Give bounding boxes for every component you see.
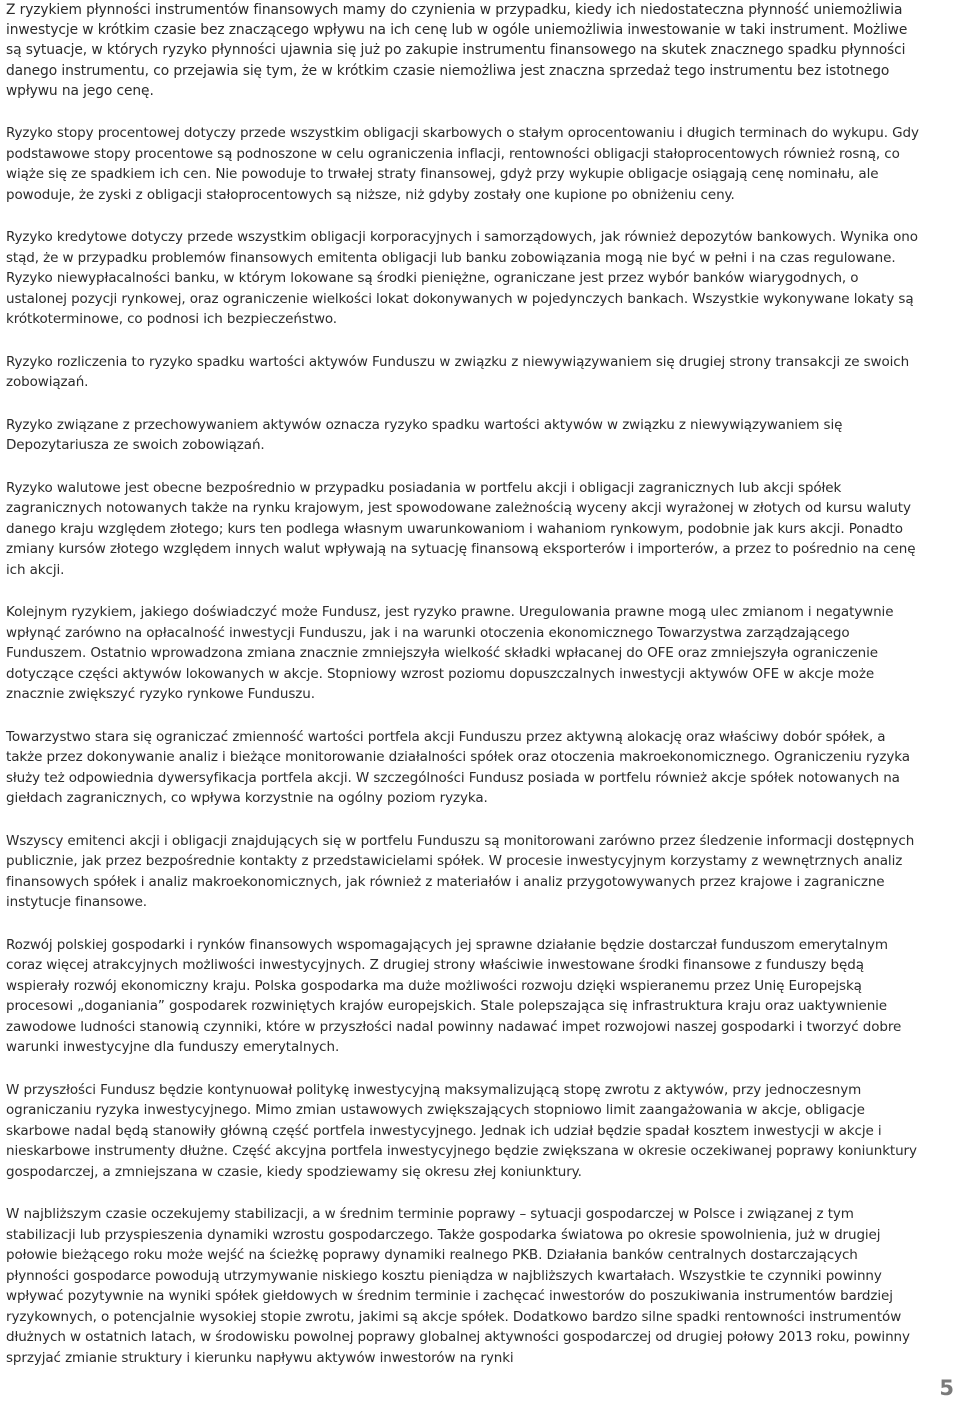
paragraph-investment-policy: W przyszłości Fundusz będzie kontynuował politykę inwestycyjną maksymalizującą stopę zwrotu z aktywów, przy jednoczesnym ograniczaniu ryzyka inwestycyjnego. Mimo zmian ustawowych zwiększających stopniowo limit zaangażowania w akcje, obligacje skarbowe nadal będą stanowiły główną część portfela inwestycyjnego. Jednak ich udział będzie spadał kosztem inwestycji w akcje i nieskarbowe instrumenty dłużne. Część akcyjna portfela inwestycyjnego będzie zwiększana w okresie oczekiwanej poprawy koniunktury gospodarczej, a zmniejszana w czasie, kiedy spodziewamy się okresu złej koniunktury. (6, 1081, 917, 1180)
paragraph-liquidity-risk: Z ryzykiem płynności instrumentów finansowych mamy do czynienia w przypadku, kiedy ich niedostateczna płynność uniemożliwia inwestycje w krótkim czasie bez znaczącego wpływu na ich cenę lub w ogóle uniemożliwia inwestowanie w taki instrument. Możliwe są sytuacje, w których ryzyko płynności ujawnia się już po zakupie instrumentu finansowego na skutek znacznego spadku płynności danego instrumentu, co przejawia się tym, że w krótkim czasie niemożliwa jest znaczna sprzedaż tego instrumentu bez istotnego wpływu na jego cenę. (6, 2, 908, 99)
paragraph-outlook: W najbliższym czasie oczekujemy stabilizacji, a w średnim terminie poprawy – sytuacji gospodarczej w Polsce i związanej z tym stabilizacji lub przyspieszenia dynamiki wzrostu gospodarczego. Także gospodarka światowa po okresie spowolnienia, już w drugiej połowie bieżącego roku może wejść na ścieżkę poprawy dynamiki realnego PKB. Działania banków centralnych dostarczających płynności gospodarce powodują utrzymywanie niskiego kosztu pieniądza w najbliższych kwartałach. Wszystkie te czynniki powinny wpływać pozytywnie na wyniki spółek giełdowych w średnim terminie i zachęcać inwestorów do poszukiwania instrumentów bardziej ryzykownych, o potencjalnie wysokiej stopie zwrotu, jakimi są akcje spółek. Dodatkowo bardzo silne spadki rentowności instrumentów dłużnych w ostatnich latach, w środowisku powolnej poprawy globalnej aktywności gospodarczej od drugiej połowy 2013 roku, powinny sprzyjać zmianie struktury i kierunku napływu aktywów inwestorów na rynki (6, 1206, 910, 1366)
paragraph-legal-risk: Kolejnym ryzykiem, jakiego doświadczyć może Fundusz, jest ryzyko prawne. Uregulowania prawne mogą ulec zmianom i negatywnie wpłynąć zarówno na opłacalność inwestycji Funduszu, jak i na warunki otoczenia ekonomicznego Towarzystwa zarządzającego Funduszem. Ostatnio wprowadzona zmiana znacznie zmniejszyła wielkość składki wpłacanej do OFE oraz zmniejszyła ograniczenie dotyczące części aktywów lokowanych w akcje. Stopniowy wzrost poziomu dopuszczalnych inwestycji aktywów OFE w akcje może znacznie zwiększyć ryzyko rynkowe Funduszu. (6, 604, 894, 703)
paragraph-credit-risk: Ryzyko kredytowe dotyczy przede wszystkim obligacji korporacyjnych i samorządowych, jak również depozytów bankowych. Wynika ono stąd, że w przypadku problemów finansowych emitenta obligacji lub banku zobowiązania mogą nie być w pełni i na czas regulowane. Ryzyko niewypłacalności banku, w którym lokowane są środki pieniężne, ograniczane jest przez wybór banków wiarygodnych, o ustalonej pozycji rynkowej, oraz ograniczenie wielkości lokat dokonywanych w pojedynczych bankach. Wszystkie wykonywane lokaty są krótkoterminowe, co podnosi ich bezpieczeństwo. (6, 229, 918, 328)
paragraph-settlement-risk: Ryzyko rozliczenia to ryzyko spadku wartości aktywów Funduszu w związku z niewywiązywaniem się drugiej strony transakcji ze swoich zobowiązań. (6, 353, 910, 391)
page-number: 5 (939, 1376, 954, 1400)
paragraph-interest-rate-risk: Ryzyko stopy procentowej dotyczy przede wszystkim obligacji skarbowych o stałym oprocentowaniu i długich terminach do wykupu. Gdy podstawowe stopy procentowe są podnoszone w celu ograniczenia inflacji, rentowności obligacji stałoprocentowych również rosną, co wiąże się ze spadkiem ich cen. Nie powoduje to trwałej straty finansowej, gdyż przy wykupie obligacje osiągają cenę nominału, ale powoduje, że zyski z obligacji stałoprocentowych są niższe, niż gdyby zostały one kupione po obniżeniu ceny. (6, 125, 919, 203)
paragraph-currency-risk: Ryzyko walutowe jest obecne bezpośrednio w przypadku posiadania w portfelu akcji i obligacji zagranicznych lub akcji spółek zagranicznych notowanych także na rynku krajowym, jest spowodowane zależnością wyceny akcji wyrażonej w złotych od kursu waluty danego kraju względem złotego; kurs ten podlega własnym uwarunkowaniom i wahaniom rynkowym, podobnie jak kurs akcji. Ponadto zmiany kursów złotego względem innych walut wpływają na sytuację finansową eksporterów i importerów, a przez to pośrednio na cenę ich akcji. (6, 479, 916, 578)
document-body (6, 0, 920, 1390)
paragraph-economic-development: Rozwój polskiej gospodarki i rynków finansowych wspomagających jej sprawne działanie będzie dostarczał funduszom emerytalnym coraz więcej atrakcyjnych możliwości inwestycyjnych. Z drugiej strony właściwie inwestowane środki finansowe z funduszy będą wspierały rozwój ekonomiczny kraju. Polska gospodarka ma duże możliwości rozwoju dzięki wspieranemu przez Unię Europejską procesowi „doganiania” gospodarek rozwiniętych krajów europejskich. Stale polepszająca się infrastruktura kraju oraz uaktywnienie zawodowe ludności stanowią czynniki, które w przyszłości nadal powinny nadawać impet rozwojowi naszej gospodarki i tworzyć dobre warunki inwestycyjne dla funduszy emerytalnych. (6, 936, 902, 1056)
paragraph-custody-risk: Ryzyko związane z przechowywaniem aktywów oznacza ryzyko spadku wartości aktywów w związku z niewywiązywaniem się Depozytariusza ze swoich zobowiązań. (6, 416, 843, 454)
paragraph-portfolio-volatility: Towarzystwo stara się ograniczać zmienność wartości portfela akcji Funduszu przez aktywną alokację oraz właściwy dobór spółek, a także przez dokonywanie analiz i bieżące monitorowanie działalności spółek oraz otoczenia makroekonomicznego. Ograniczeniu ryzyka służy też odpowiednia dywersyfikacja portfela akcji. W szczególności Fundusz posiada w portfelu również akcje spółek notowanych na giełdach zagranicznych, co wpływa korzystnie na ogólny poziom ryzyka. (6, 728, 910, 807)
paragraph-issuer-monitoring: Wszyscy emitenci akcji i obligacji znajdujących się w portfelu Funduszu są monitorowani zarówno przez śledzenie informacji dostępnych publicznie, jak przez bezpośrednie kontakty z przedstawicielami spółek. W procesie inwestycyjnym korzystamy z wewnętrznych analiz finansowych spółek i analiz makroekonomicznych, jak również z materiałów i analiz przygotowywanych przez krajowe i zagraniczne instytucje finansowe. (6, 832, 915, 911)
